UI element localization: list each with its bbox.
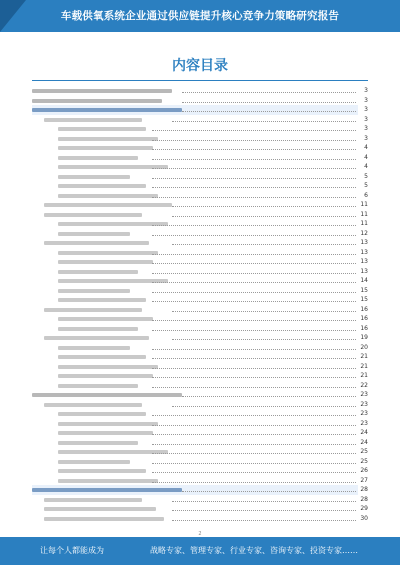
toc-entry-page: 23 [358,409,368,419]
toc-dot-leader [152,425,356,426]
toc-dot-leader [152,463,356,464]
toc-entry-page: 4 [358,153,368,163]
toc-dot-leader [152,197,356,198]
toc-dot-leader [152,178,356,179]
toc-entry-page: 3 [358,96,368,106]
toc-dot-leader [152,235,356,236]
toc-dot-leader [152,292,356,293]
toc-entry-page: 16 [358,314,368,324]
toc-dot-leader [152,453,356,454]
toc-dot-leader [172,406,356,407]
toc-entry-page: 23 [358,419,368,429]
report-title: 车载供氧系统企业通过供应链提升核心竞争力策略研究报告 [60,10,340,22]
toc-entry-title-placeholder [58,175,130,179]
toc-entry[interactable] [32,248,368,258]
toc-entry-title-placeholder [32,393,182,397]
toc-entry[interactable] [32,476,368,486]
toc-entry[interactable] [32,400,368,410]
toc-entry[interactable] [32,419,368,429]
toc-entry-title-placeholder [32,99,162,103]
toc-entry-title-placeholder [32,89,172,93]
toc-entry[interactable] [32,115,368,125]
toc-entry-title-placeholder [58,412,146,416]
toc-entry[interactable] [32,381,368,391]
toc-entry-page: 13 [358,257,368,267]
toc-entry-title-placeholder [32,108,182,112]
toc-dot-leader [182,396,356,397]
toc-dot-leader [172,339,356,340]
toc-dot-leader [182,111,356,112]
toc-entry-page: 21 [358,371,368,381]
toc-entry-title-placeholder [58,260,153,264]
toc-entry-title-placeholder [58,441,138,445]
toc-entry-page: 21 [358,352,368,362]
toc-entry-page: 12 [358,229,368,239]
toc-dot-leader [152,415,356,416]
toc-dot-leader [172,244,356,245]
toc-entry-title-placeholder [58,137,158,141]
toc-dot-leader [172,216,356,217]
toc-dot-leader [152,358,356,359]
toc-entry-title-placeholder [58,374,153,378]
toc-entry-page: 5 [358,172,368,182]
toc-entry[interactable] [32,343,368,353]
toc-dot-leader [152,377,356,378]
toc-entry-page: 26 [358,466,368,476]
toc-entry-title-placeholder [58,317,153,321]
toc-dot-leader [152,387,356,388]
toc-entry-page: 15 [358,286,368,296]
toc-dot-leader [152,187,356,188]
toc-entry-title-placeholder [58,194,158,198]
toc-entry-page: 23 [358,390,368,400]
toc-dot-leader [152,482,356,483]
toc-entry-page: 28 [358,495,368,505]
toc-entry[interactable] [32,181,368,191]
footer-slogan: 让每个人都能成为 [40,546,104,555]
toc-entry-page: 20 [358,343,368,353]
toc-entry-title-placeholder [44,507,156,511]
toc-entry-page: 11 [358,219,368,229]
toc-entry-title-placeholder [32,488,182,492]
toc-entry-title-placeholder [58,232,130,236]
toc-entry-title-placeholder [44,517,164,521]
toc-entry[interactable] [32,267,368,277]
toc-entry[interactable] [32,96,368,106]
toc-entry-title-placeholder [44,403,142,407]
toc-entry-title-placeholder [58,251,158,255]
toc-entry-page: 14 [358,276,368,286]
toc-entry-page: 6 [358,191,368,201]
toc-entry-page: 4 [358,162,368,172]
footer-tagline: 战略专家、管理专家、行业专家、咨询专家、投资专家…… [150,546,358,555]
toc-entry-page: 11 [358,200,368,210]
toc-entry-title-placeholder [58,384,138,388]
toc-entry[interactable] [32,286,368,296]
toc-entry-page: 19 [358,333,368,343]
toc-entry[interactable] [32,219,368,229]
toc-entry-title-placeholder [58,365,158,369]
toc-entry-page: 15 [358,295,368,305]
toc-entry-page: 13 [358,248,368,258]
toc-dot-leader [152,140,356,141]
toc-entry-page: 3 [358,134,368,144]
toc-entry-page: 3 [358,105,368,115]
toc-dot-leader [172,510,356,511]
toc-entry-title-placeholder [44,336,149,340]
toc-entry-page: 5 [358,181,368,191]
toc-dot-leader [152,130,356,131]
toc-dot-leader [152,301,356,302]
toc-list [32,86,368,526]
toc-entry-title-placeholder [58,355,146,359]
toc-dot-leader [152,330,356,331]
toc-entry-page: 24 [358,428,368,438]
toc-entry-page: 25 [358,457,368,467]
toc-entry-title-placeholder [44,203,172,207]
toc-dot-leader [152,282,356,283]
toc-entry-page: 16 [358,324,368,334]
toc-entry-page: 24 [358,438,368,448]
toc-entry-title-placeholder [58,298,146,302]
toc-entry-page: 4 [358,143,368,153]
toc-entry-page: 3 [358,115,368,125]
toc-dot-leader [152,444,356,445]
toc-dot-leader [182,491,356,492]
toc-entry-title-placeholder [58,289,130,293]
toc-entry[interactable] [32,514,368,524]
toc-entry-title-placeholder [58,469,146,473]
toc-dot-leader [152,225,356,226]
toc-entry-page: 28 [358,485,368,495]
toc-entry-title-placeholder [58,146,153,150]
toc-dot-leader [152,159,356,160]
toc-entry[interactable] [32,324,368,334]
toc-entry[interactable] [32,229,368,239]
toc-entry-title-placeholder [44,308,142,312]
toc-entry-page: 21 [358,362,368,372]
toc-entry[interactable] [32,504,368,514]
toc-dot-leader [152,254,356,255]
page-number: 2 [198,531,202,537]
toc-dot-leader [172,501,356,502]
toc-dot-leader [172,520,356,521]
toc-entry-page: 25 [358,447,368,457]
toc-entry-page: 29 [358,504,368,514]
toc-entry[interactable] [32,124,368,134]
toc-entry[interactable] [32,162,368,172]
toc-entry[interactable] [32,362,368,372]
toc-dot-leader [152,149,356,150]
toc-dot-leader [182,102,356,103]
toc-dot-leader [172,206,356,207]
toc-entry[interactable] [32,210,368,220]
toc-entry-title-placeholder [58,270,138,274]
toc-entry-title-placeholder [58,346,130,350]
toc-dot-leader [152,263,356,264]
toc-dot-leader [152,434,356,435]
toc-entry-page: 11 [358,210,368,220]
report-header-banner [0,0,400,32]
toc-entry[interactable] [32,371,368,381]
toc-entry[interactable] [32,172,368,182]
toc-entry-title-placeholder [58,460,130,464]
toc-entry-title-placeholder [44,213,142,217]
toc-dot-leader [152,368,356,369]
toc-dot-leader [182,92,356,93]
toc-entry[interactable] [32,238,368,248]
toc-entry[interactable] [32,200,368,210]
toc-dot-leader [152,349,356,350]
toc-dot-leader [152,320,356,321]
toc-entry-page: 13 [358,238,368,248]
toc-entry-page: 16 [358,305,368,315]
toc-entry-title-placeholder [58,479,158,483]
toc-entry[interactable] [32,295,368,305]
toc-entry-page: 22 [358,381,368,391]
toc-title-divider [32,80,368,81]
toc-entry[interactable] [32,105,368,115]
toc-dot-leader [152,168,356,169]
toc-entry-title-placeholder [58,422,158,426]
toc-entry-page: 13 [358,267,368,277]
toc-dot-leader [152,472,356,473]
toc-entry[interactable] [32,191,368,201]
toc-entry-page: 30 [358,514,368,524]
toc-entry[interactable] [32,86,368,96]
toc-entry[interactable] [32,466,368,476]
toc-entry[interactable] [32,457,368,467]
toc-entry[interactable] [32,409,368,419]
toc-entry[interactable] [32,134,368,144]
toc-entry-title-placeholder [58,127,146,131]
toc-entry[interactable] [32,390,368,400]
toc-entry[interactable] [32,352,368,362]
toc-entry[interactable] [32,485,368,495]
toc-entry[interactable] [32,495,368,505]
toc-entry[interactable] [32,143,368,153]
toc-entry[interactable] [32,153,368,163]
toc-entry[interactable] [32,438,368,448]
toc-entry[interactable] [32,447,368,457]
toc-title: 内容目录 [172,58,228,74]
toc-entry-page: 27 [358,476,368,486]
toc-entry[interactable] [32,333,368,343]
toc-entry-title-placeholder [44,118,142,122]
toc-entry[interactable] [32,314,368,324]
toc-dot-leader [172,311,356,312]
toc-dot-leader [152,273,356,274]
toc-entry-title-placeholder [44,498,142,502]
toc-entry[interactable] [32,257,368,267]
toc-entry-title-placeholder [44,241,149,245]
toc-entry[interactable] [32,276,368,286]
toc-dot-leader [172,121,356,122]
toc-entry-title-placeholder [58,431,153,435]
toc-entry-title-placeholder [58,327,138,331]
toc-entry-page: 3 [358,86,368,96]
toc-entry-title-placeholder [58,156,138,160]
footer-banner [0,537,400,565]
toc-entry-title-placeholder [58,184,146,188]
toc-entry-page: 3 [358,124,368,134]
toc-entry[interactable] [32,305,368,315]
toc-entry[interactable] [32,428,368,438]
toc-entry-page: 23 [358,400,368,410]
